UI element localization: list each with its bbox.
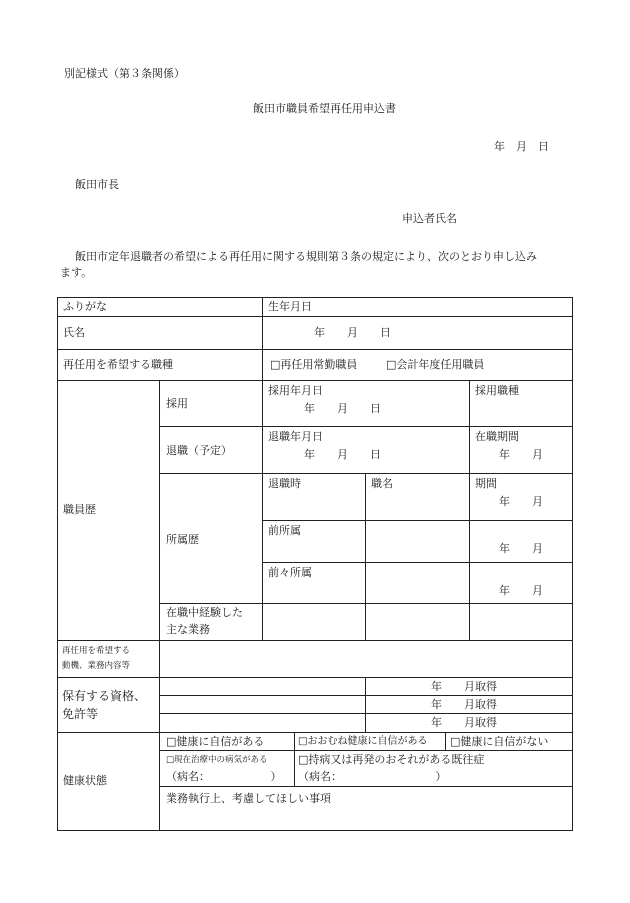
hire-date-label: 採用年月日 xyxy=(268,384,323,397)
col-line xyxy=(365,677,366,732)
row-line xyxy=(159,695,573,696)
row-line xyxy=(57,316,573,317)
col-line xyxy=(262,380,263,640)
row-line xyxy=(262,562,573,563)
form-label: 別記様式（第３条関係） xyxy=(64,67,185,80)
row-line xyxy=(159,786,573,787)
option-fiscal-year[interactable]: □会計年度任用職員 xyxy=(386,358,485,371)
qualifications-label-line2: 免許等 xyxy=(62,707,99,721)
intro-text-line2: ます。 xyxy=(60,266,93,279)
hire-label: 採用 xyxy=(166,397,188,410)
row-line xyxy=(57,732,573,733)
col-line xyxy=(159,380,160,830)
applicant-label: 申込者氏名 xyxy=(402,212,457,225)
considerations-label: 業務執行上、考慮してほしい事項 xyxy=(166,792,331,805)
at-retire-label: 退職時 xyxy=(268,477,301,490)
birthdate-ymd: 年 月 日 xyxy=(314,326,391,339)
period-value: 年 月 xyxy=(499,542,543,555)
col-line xyxy=(57,297,58,831)
health-label: 健康状態 xyxy=(63,774,107,787)
col-line xyxy=(445,732,446,750)
dept-history-label: 所属歴 xyxy=(166,533,199,546)
health-not-confident-checkbox[interactable]: □健康に自信がない xyxy=(450,735,549,748)
prev-prev-dept-label: 前々所属 xyxy=(268,566,312,579)
disease-name-current: （病名： ） xyxy=(166,770,282,783)
col-line xyxy=(469,380,470,473)
health-mostly-checkbox[interactable]: □おおむね健康に自信がある xyxy=(298,736,428,747)
motivation-label-line2: 動機、業務内容等 xyxy=(62,661,131,671)
main-duties-label-line2: 主な業務 xyxy=(166,623,210,636)
acquired-date: 年 月取得 xyxy=(431,716,497,729)
row-line xyxy=(159,750,573,751)
retire-date-value: 年 月 日 xyxy=(304,448,381,461)
acquired-date: 年 月取得 xyxy=(431,698,497,711)
retire-label: 退職（予定） xyxy=(166,444,232,457)
col-line xyxy=(572,297,573,831)
row-line xyxy=(57,380,573,381)
motivation-label-line1: 再任用を希望する xyxy=(62,646,131,656)
row-line xyxy=(57,297,573,298)
disease-name-chronic: （病名： ） xyxy=(298,770,447,783)
tenure-label: 在職期間 xyxy=(475,430,519,443)
health-confident-checkbox[interactable]: □健康に自信がある xyxy=(166,735,265,748)
prev-dept-label: 前所属 xyxy=(268,524,301,537)
row-line xyxy=(159,713,573,714)
col-line xyxy=(469,473,470,640)
birthdate-label: 生年月日 xyxy=(268,300,312,313)
row-line xyxy=(159,603,573,604)
retire-date-label: 退職年月日 xyxy=(268,430,323,443)
row-line xyxy=(57,830,573,831)
main-duties-label-line1: 在職中経験した xyxy=(166,606,243,619)
row-line xyxy=(262,520,573,521)
position-label: 職名 xyxy=(371,477,393,490)
col-line xyxy=(294,732,295,786)
addressee: 飯田市長 xyxy=(75,178,119,191)
hire-type-label: 採用職種 xyxy=(475,384,519,397)
acquired-date: 年 月取得 xyxy=(431,680,497,693)
name-label: 氏名 xyxy=(63,326,85,339)
period-value: 年 月 xyxy=(499,495,543,508)
chronic-illness-checkbox[interactable]: □持病又は再発のおそれがある既往症 xyxy=(298,753,485,766)
form-title: 飯田市職員希望再任用申込書 xyxy=(253,102,396,115)
intro-text-line1: 飯田市定年退職者の希望による再任用に関する規則第３条の規定により、次のとおり申し込み xyxy=(75,250,537,263)
current-illness-checkbox[interactable]: □現在治療中の病気がある xyxy=(166,755,268,765)
period-label: 期間 xyxy=(475,477,497,490)
option-fulltime[interactable]: □再任用常勤職員 xyxy=(270,358,358,371)
row-line xyxy=(57,640,573,641)
col-line xyxy=(262,297,263,380)
period-value: 年 月 xyxy=(499,584,543,597)
row-line xyxy=(57,677,573,678)
tenure-value: 年 月 xyxy=(499,448,543,461)
furigana-label: ふりがな xyxy=(63,300,107,313)
row-line xyxy=(57,349,573,350)
qualifications-label-line1: 保有する資格、 xyxy=(62,689,147,703)
date-line: 年 月 日 xyxy=(494,140,549,153)
row-line xyxy=(159,426,573,427)
desired-type-label: 再任用を希望する職種 xyxy=(63,358,173,371)
row-line xyxy=(159,473,573,474)
career-label: 職員歴 xyxy=(63,503,96,516)
col-line xyxy=(365,473,366,640)
hire-date-value: 年 月 日 xyxy=(304,402,381,415)
